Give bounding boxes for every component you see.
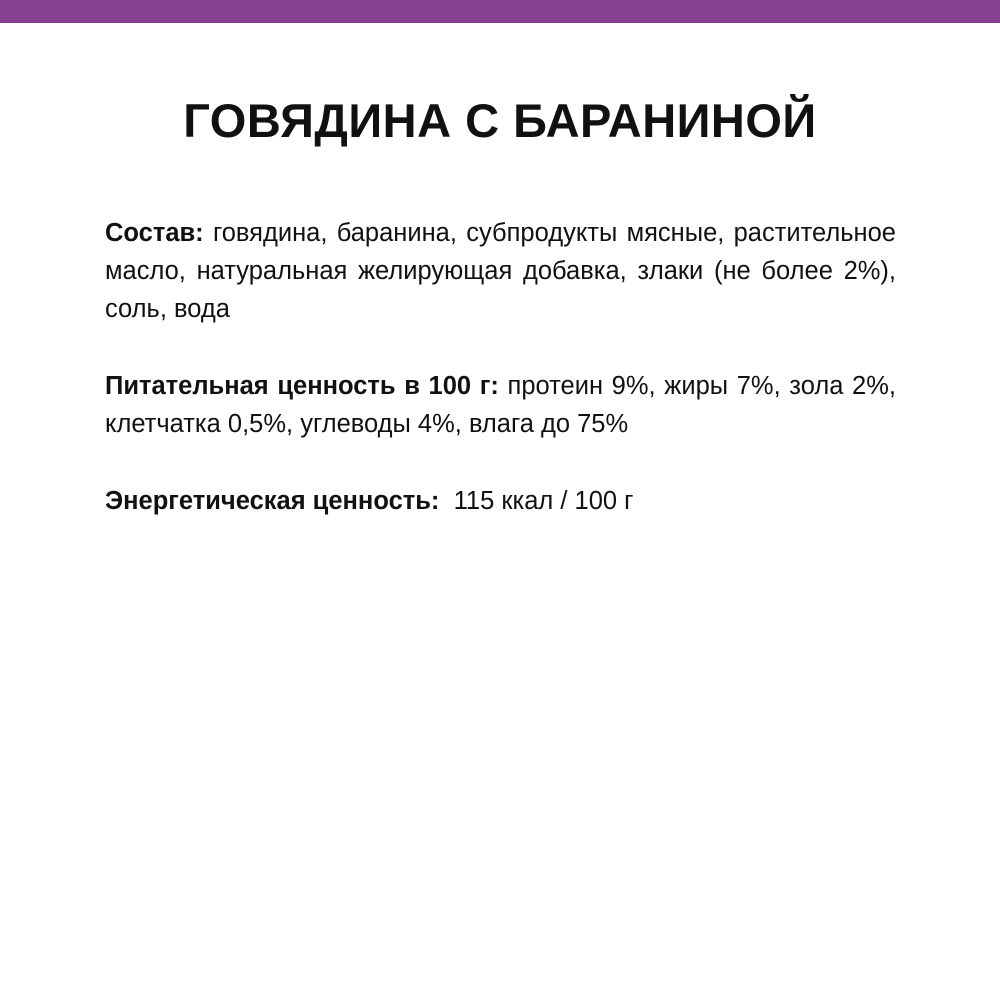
product-details <box>105 214 896 559</box>
nutrition-paragraph <box>105 367 896 443</box>
nutrition-label: Питательная ценность в 100 г: <box>105 372 499 400</box>
nutrition-text: протеин 9%, жиры 7%, зола 2%, клетчатка 0,5%, углеводы 4%, влага до 75% <box>105 372 896 438</box>
energy-paragraph <box>105 482 896 520</box>
composition-text: говядина, баранина, субпродукты мясные, растительное масло, натуральная желирующая добавка, злаки (не более 2%), соль, вода <box>105 219 896 323</box>
accent-top-bar <box>0 0 1000 23</box>
composition-label: Состав: <box>105 219 204 247</box>
product-title: ГОВЯДИНА С БАРАНИНОЙ <box>183 94 817 147</box>
composition-paragraph <box>105 214 896 328</box>
energy-label: Энергетическая ценность: <box>105 487 440 515</box>
energy-text: 115 ккал / 100 г <box>453 487 634 515</box>
